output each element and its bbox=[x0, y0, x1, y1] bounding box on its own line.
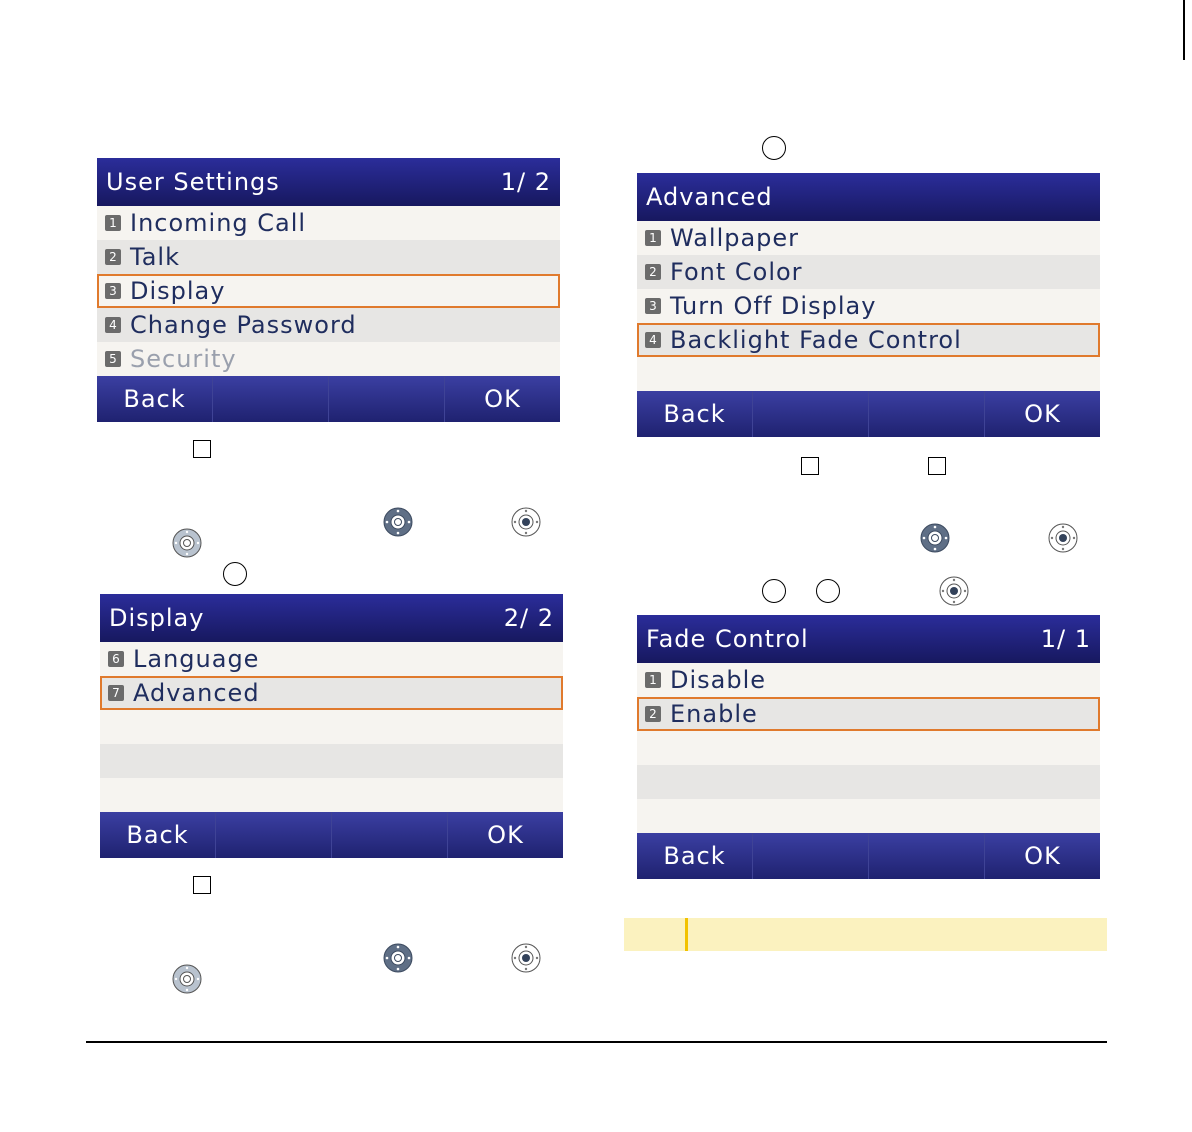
back-softkey[interactable]: Back bbox=[97, 376, 213, 422]
page-indicator: 1/ 1 bbox=[1040, 625, 1091, 653]
item-label: Language bbox=[133, 645, 260, 673]
empty-row bbox=[100, 710, 563, 744]
softkey-3[interactable] bbox=[869, 833, 985, 879]
item-number: 4 bbox=[645, 332, 661, 348]
softkey-3[interactable] bbox=[332, 812, 448, 858]
screen-fade-control bbox=[637, 615, 1100, 879]
softkey-2[interactable] bbox=[213, 376, 329, 422]
item-number: 7 bbox=[108, 685, 124, 701]
item-label: Disable bbox=[670, 666, 767, 694]
menu-item-font-color[interactable] bbox=[637, 255, 1100, 289]
item-label: Enable bbox=[670, 700, 758, 728]
item-number: 1 bbox=[105, 215, 121, 231]
note-band bbox=[624, 918, 1107, 951]
navigation-cursor-key-icon bbox=[383, 943, 413, 973]
softkey-2[interactable] bbox=[753, 833, 869, 879]
navigation-cursor-key-icon bbox=[383, 507, 413, 537]
menu-item-turn-off-display[interactable] bbox=[637, 289, 1100, 323]
navigation-enter-key-icon bbox=[1048, 523, 1078, 553]
empty-row bbox=[637, 799, 1100, 833]
item-number: 3 bbox=[105, 283, 121, 299]
item-number: 2 bbox=[645, 264, 661, 280]
empty-row bbox=[637, 357, 1100, 391]
numeric-key-box-icon bbox=[928, 457, 946, 475]
softkey-bar bbox=[637, 833, 1100, 879]
numeric-key-box-icon bbox=[193, 876, 211, 894]
item-label: Change Password bbox=[130, 311, 357, 339]
navigation-enter-key-icon bbox=[939, 576, 969, 606]
screen-header bbox=[100, 594, 563, 642]
menu-item-backlight-fade-control[interactable] bbox=[637, 323, 1100, 357]
item-label: Incoming Call bbox=[130, 209, 307, 237]
menu-item-display[interactable] bbox=[97, 274, 560, 308]
round-key-icon bbox=[816, 579, 840, 603]
item-number: 6 bbox=[108, 651, 124, 667]
page-edge-marker bbox=[1183, 0, 1185, 60]
item-number: 3 bbox=[645, 298, 661, 314]
numeric-key-box-icon bbox=[801, 457, 819, 475]
navigation-enter-key-icon bbox=[172, 964, 202, 994]
item-label: Font Color bbox=[670, 258, 803, 286]
menu-item-change-password[interactable] bbox=[97, 308, 560, 342]
screen-display bbox=[100, 594, 563, 858]
softkey-3[interactable] bbox=[869, 391, 985, 437]
menu-item-security[interactable] bbox=[97, 342, 560, 376]
screen-user-settings bbox=[97, 158, 560, 422]
back-softkey[interactable]: Back bbox=[637, 391, 753, 437]
screen-title: Advanced bbox=[646, 183, 773, 211]
item-number: 2 bbox=[105, 249, 121, 265]
item-label: Turn Off Display bbox=[670, 292, 877, 320]
back-softkey[interactable]: Back bbox=[637, 833, 753, 879]
item-label: Backlight Fade Control bbox=[670, 326, 962, 354]
softkey-bar bbox=[637, 391, 1100, 437]
screen-title: Fade Control bbox=[646, 625, 809, 653]
menu-item-advanced[interactable] bbox=[100, 676, 563, 710]
screen-title: User Settings bbox=[106, 168, 280, 196]
screen-advanced bbox=[637, 173, 1100, 437]
screen-header bbox=[637, 615, 1100, 663]
item-number: 1 bbox=[645, 672, 661, 688]
navigation-enter-key-icon bbox=[511, 507, 541, 537]
menu-item-wallpaper[interactable] bbox=[637, 221, 1100, 255]
menu-item-talk[interactable] bbox=[97, 240, 560, 274]
item-number: 5 bbox=[105, 351, 121, 367]
menu-item-language[interactable] bbox=[100, 642, 563, 676]
item-label: Advanced bbox=[133, 679, 260, 707]
numeric-key-box-icon bbox=[193, 440, 211, 458]
ok-softkey[interactable]: OK bbox=[1024, 842, 1061, 870]
page-indicator: 2/ 2 bbox=[503, 604, 554, 632]
footer-rule bbox=[86, 1041, 1107, 1043]
ok-softkey[interactable]: OK bbox=[1024, 400, 1061, 428]
item-label: Display bbox=[130, 277, 226, 305]
item-number: 1 bbox=[645, 230, 661, 246]
item-label: Security bbox=[130, 345, 237, 373]
item-label: Talk bbox=[130, 243, 180, 271]
softkey-3[interactable] bbox=[329, 376, 445, 422]
empty-row bbox=[637, 731, 1100, 765]
round-key-icon bbox=[762, 579, 786, 603]
softkey-bar bbox=[97, 376, 560, 422]
softkey-bar bbox=[100, 812, 563, 858]
screen-header bbox=[97, 158, 560, 206]
screen-header bbox=[637, 173, 1100, 221]
item-number: 4 bbox=[105, 317, 121, 333]
softkey-2[interactable] bbox=[216, 812, 332, 858]
empty-row bbox=[100, 744, 563, 778]
ok-softkey[interactable]: OK bbox=[487, 821, 524, 849]
navigation-cursor-key-icon bbox=[920, 523, 950, 553]
back-softkey[interactable]: Back bbox=[100, 812, 216, 858]
page-indicator: 1/ 2 bbox=[500, 168, 551, 196]
menu-item-incoming-call[interactable] bbox=[97, 206, 560, 240]
navigation-enter-key-icon bbox=[172, 528, 202, 558]
menu-item-disable[interactable] bbox=[637, 663, 1100, 697]
softkey-2[interactable] bbox=[753, 391, 869, 437]
round-key-icon bbox=[223, 562, 247, 586]
item-number: 2 bbox=[645, 706, 661, 722]
menu-item-enable[interactable] bbox=[637, 697, 1100, 731]
empty-row bbox=[100, 778, 563, 812]
empty-row bbox=[637, 765, 1100, 799]
note-divider bbox=[685, 918, 688, 951]
ok-softkey[interactable]: OK bbox=[484, 385, 521, 413]
item-label: Wallpaper bbox=[670, 224, 800, 252]
screen-title: Display bbox=[109, 604, 205, 632]
round-key-icon bbox=[762, 136, 786, 160]
navigation-enter-key-icon bbox=[511, 943, 541, 973]
